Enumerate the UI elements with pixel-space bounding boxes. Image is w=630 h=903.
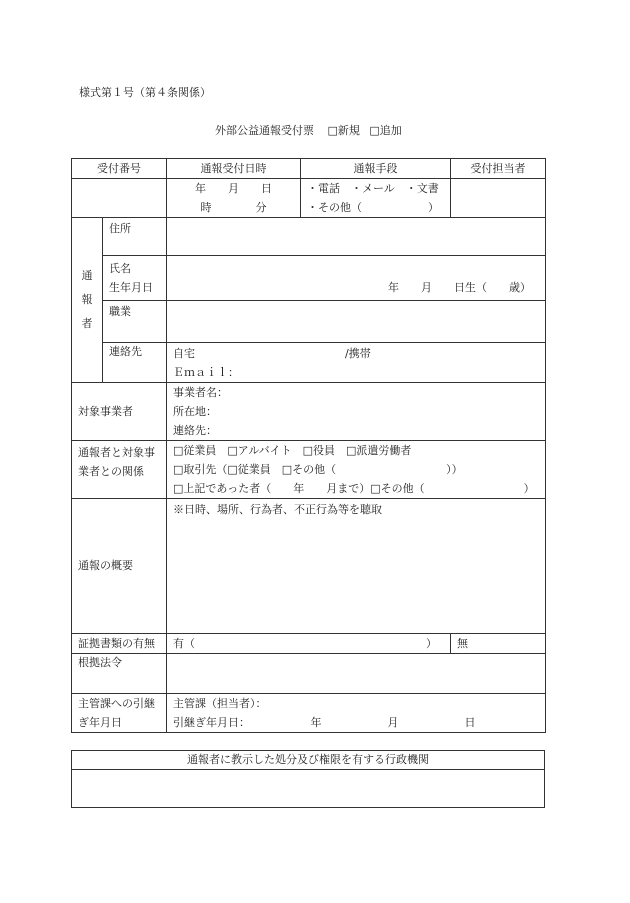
receipt-datetime-field[interactable]: [167, 179, 301, 218]
handover-field[interactable]: [167, 694, 546, 733]
occupation-field[interactable]: [167, 301, 546, 343]
evidence-none-field[interactable]: 無: [451, 634, 546, 654]
contact-phone-line: [173, 344, 545, 363]
agency-field[interactable]: [72, 770, 545, 808]
new-checkbox-label[interactable]: □新規: [327, 124, 360, 137]
business-name-line: 事業者名：: [173, 386, 228, 399]
legal-basis-field[interactable]: [167, 654, 546, 694]
contact-field[interactable]: [167, 343, 546, 383]
reporter-group-label: [72, 218, 103, 383]
legal-basis-label: 根拠法令: [72, 654, 167, 694]
mobile-phone-label: /携帯: [345, 346, 371, 360]
reporter-char-2: 報: [81, 293, 93, 306]
relationship-label-line2: 業者との関係: [78, 465, 144, 478]
handover-label-line1: 主管課への引継: [78, 697, 155, 710]
handler-header: 受付担当者: [451, 159, 546, 179]
email-label: Ｅｍａｉｌ：: [173, 365, 239, 379]
summary-field[interactable]: [167, 499, 546, 634]
name-birthdate-field[interactable]: [167, 256, 546, 301]
relationship-label: [72, 441, 167, 499]
handler-field[interactable]: [451, 179, 546, 218]
receipt-date-line: 年 月 日: [195, 182, 272, 195]
reporter-char-1: 通: [81, 269, 93, 282]
target-business-label: 対象事業者: [72, 383, 167, 441]
address-field[interactable]: [167, 218, 546, 256]
method-options-line2: ・その他（ ）: [307, 201, 439, 214]
summary-note: ※日時、場所、行為者、不正行為等を聴取: [173, 503, 382, 516]
evidence-label: 証拠書類の有無: [72, 634, 167, 654]
agency-table: [71, 750, 545, 808]
name-label: 氏名: [109, 262, 131, 275]
handover-date-line: 引継ぎ年月日： 年 月 日: [173, 716, 476, 729]
method-header: 通報手段: [301, 159, 451, 179]
relationship-options-line1: □従業員 □アルバイト □役員 □派遣労働者: [173, 444, 412, 457]
form-number: 様式第１号（第４条関係）: [79, 86, 211, 99]
business-location-line: 所在地：: [173, 405, 217, 418]
birthdate-value: 年 月 日生（ 歳）: [388, 281, 531, 294]
relationship-options-line2: □取引先（□従業員 □その他（ ））: [173, 463, 463, 476]
handover-label: [72, 694, 167, 733]
receipt-datetime-header: 通報受付日時: [167, 159, 301, 179]
contact-label: 連絡先: [103, 343, 167, 383]
summary-label: 通報の概要: [72, 499, 167, 634]
receipt-time-line: 時 分: [200, 201, 267, 214]
relationship-field[interactable]: [167, 441, 546, 499]
form-title-name: 外部公益通報受付票: [215, 124, 314, 137]
agency-header: 通報者に教示した処分及び権限を有する行政機関: [72, 751, 545, 770]
relationship-label-line1: 通報者と対象事: [78, 446, 155, 459]
occupation-label: 職業: [103, 301, 167, 343]
add-checkbox-label[interactable]: □追加: [369, 124, 402, 137]
receipt-number-header: 受付番号: [72, 159, 167, 179]
method-options-line1: ・電話 ・メール ・文書: [307, 182, 439, 195]
method-field[interactable]: [301, 179, 451, 218]
reporter-char-3: 者: [81, 317, 93, 330]
receipt-form-table: [71, 158, 546, 733]
evidence-has-field[interactable]: 有（ ）: [167, 634, 451, 654]
target-business-field[interactable]: [167, 383, 546, 441]
birthdate-label: 生年月日: [109, 281, 153, 294]
address-label: 住所: [103, 218, 167, 256]
business-contact-line: 連絡先：: [173, 424, 217, 437]
receipt-number-field[interactable]: [72, 179, 167, 218]
handover-department-line: 主管課（担当者）：: [173, 697, 267, 710]
home-phone-label: 自宅: [173, 346, 195, 360]
relationship-options-line3: □上記であった者（ 年 月まで）□その他（ ）: [173, 482, 535, 495]
form-title: [215, 124, 412, 138]
handover-label-line2: ぎ年月日: [78, 716, 122, 729]
name-birthdate-label: [103, 256, 167, 301]
